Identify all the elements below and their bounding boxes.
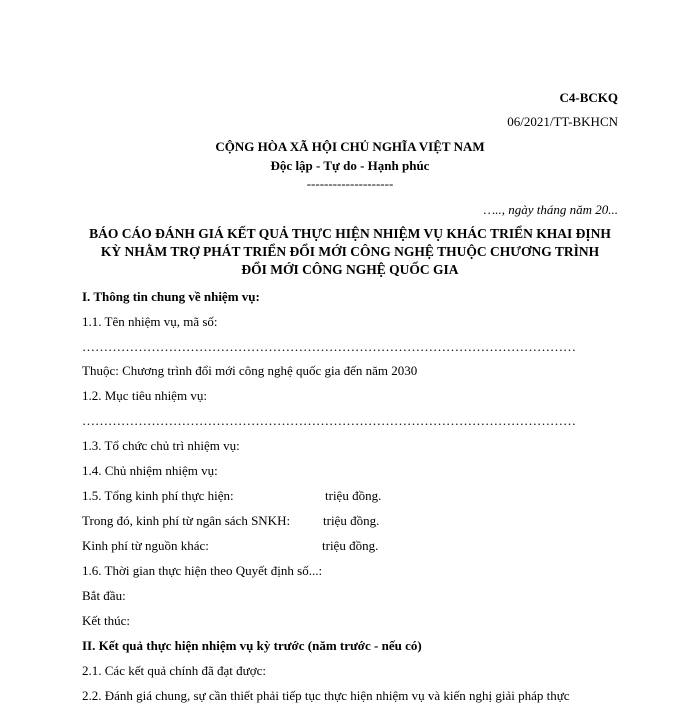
date-line: ….., ngày tháng năm 20... [483,202,618,217]
report-title-line-2: KỲ NHẰM TRỢ PHÁT TRIỂN ĐỔI MỚI CÔNG NGHỆ THUỘC CHƯƠNG TRÌNH [100,244,600,259]
national-slogan: Độc lập - Tự do - Hạnh phúc [270,158,430,173]
task-name-dots: …………………………………………………………………………………………………… [82,339,576,354]
motto-separator: -------------------- [306,176,394,191]
objective-dots: …………………………………………………………………………………………………… [82,413,576,428]
item-2-2-label: 2.2. Đánh giá chung, sự cần thiết phải tiếp tục thực hiện nhiệm vụ và kiến nghị giải pháp thực [82,688,570,703]
snkh-budget-label: Trong đó, kinh phí từ ngân sách SNKH: [82,513,291,528]
item-1-2-label: 1.2. Mục tiêu nhiệm vụ: [82,388,207,403]
other-budget-unit: triệu đồng. [322,538,379,553]
section-1-heading: I. Thông tin chung về nhiệm vụ: [82,289,260,304]
item-1-6-label: 1.6. Thời gian thực hiện theo Quyết định số...: [82,563,323,578]
start-label: Bắt đầu: [82,588,126,603]
end-label: Kết thúc: [82,613,131,628]
country-name: CỘNG HÒA XÃ HỘI CHỦ NGHĨA VIỆT NAM [215,139,485,154]
report-title-line-3: ĐỔI MỚI CÔNG NGHỆ QUỐC GIA [241,262,459,277]
snkh-budget-unit: triệu đồng. [323,513,380,528]
item-1-1-label: 1.1. Tên nhiệm vụ, mã số: [82,314,218,329]
belongs-to-program: Thuộc: Chương trình đổi mới công nghệ quốc gia đến năm 2030 [82,363,418,378]
other-budget-label: Kinh phí từ nguồn khác: [82,538,209,553]
circular-number: 06/2021/TT-BKHCN [507,114,618,129]
section-2-heading: II. Kết quả thực hiện nhiệm vụ kỳ trước (năm trước - nếu có) [82,638,422,653]
item-1-5-label: 1.5. Tổng kinh phí thực hiện: [82,488,234,503]
item-2-1-label: 2.1. Các kết quả chính đã đạt được: [82,663,266,678]
item-1-4-label: 1.4. Chủ nhiệm nhiệm vụ: [82,463,218,478]
form-code: C4-BCKQ [559,90,618,105]
total-budget-unit: triệu đồng. [325,488,382,503]
item-1-3-label: 1.3. Tổ chức chủ trì nhiệm vụ: [82,438,240,453]
report-title-line-1: BÁO CÁO ĐÁNH GIÁ KẾT QUẢ THỰC HIỆN NHIỆM VỤ KHÁC TRIỂN KHAI ĐỊNH [89,226,611,241]
